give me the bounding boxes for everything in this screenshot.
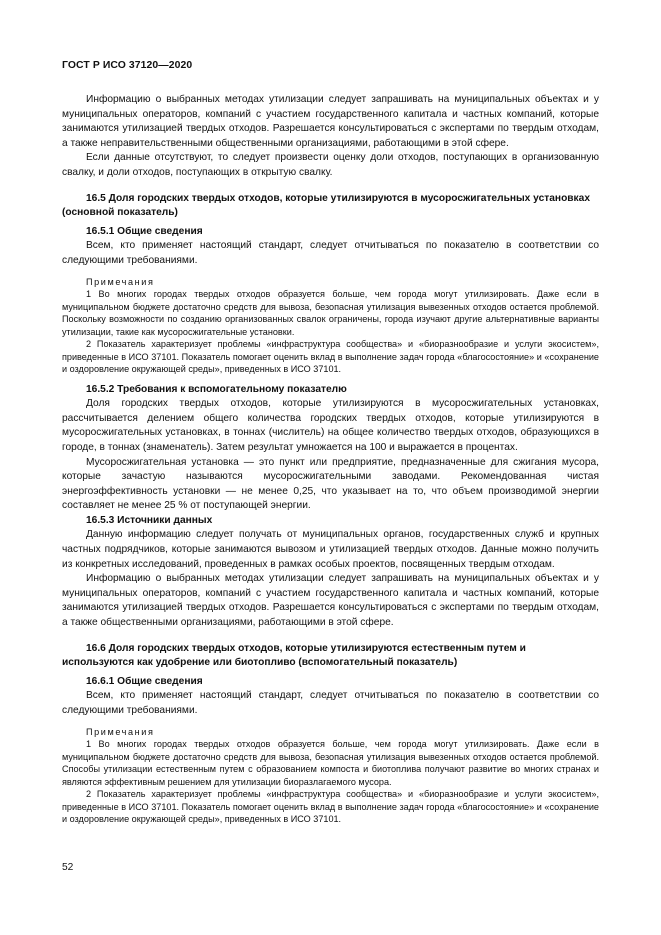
paragraph: Мусоросжигательная установка — это пункт или предприятие, предназначенные для сжигания мусора, которые зачастую называются мусоросжигательными заводами. Рекомендованная чистая энергоэффективность установки — не менее 0,25, что указывает на то, что объем производимой энергии составляет не менее 25 % от поступающей энергии. <box>62 456 599 512</box>
paragraph: Всем, кто применяет настоящий стандарт, следует отчитываться по показателю в соответствии со следующими требованиями. <box>62 690 599 716</box>
notes-heading: Примечания <box>86 276 155 287</box>
spacer <box>62 269 599 276</box>
document-header: ГОСТ Р ИСО 37120—2020 <box>62 60 193 71</box>
subsection-heading: 16.5.1 Общие сведения <box>86 225 203 237</box>
page-number: 52 <box>62 862 74 873</box>
spacer <box>62 719 599 726</box>
paragraph: Доля городских твердых отходов, которые утилизируются в мусоросжигательных установках, рассчитывается делением общего количества городских твердых отходов, которые утилизируются в мусоросжигательных установках, в тоннах (числитель) на общее количество твердых отходов, образующихся в городе, в тоннах (знаменатель). Затем результат умножается на 100 и выражается в процентах. <box>62 398 599 453</box>
paragraph: Данную информацию следует получать от муниципальных органов, государственных служб и крупных частных подрядчиков, которые занимаются вывозом и утилизацией твердых отходов. Данные можно получить из конкретных исследований, проведенных в рамках особых проектов, посвященных твердым отходам. <box>62 529 599 570</box>
spacer <box>62 631 599 642</box>
section-heading: 16.6 Доля городских твердых отходов, которые утилизируются естественным путем и используются как удобрение или биотопливо (вспомогательный показатель) <box>62 642 526 669</box>
subsection-heading: 16.5.3 Источники данных <box>86 514 213 526</box>
subsection-heading: 16.6.1 Общие сведения <box>86 675 203 687</box>
note-text: 1 Во многих городах твердых отходов образуется больше, чем города могут утилизировать. Даже если в муниципальном бюджете достаточно средств для вывоза, безопасная утилизация вывезенных отходов остается проблемой. Поскольку возможности по созданию организованных свалок ограничены, города изучают другие альтернативные варианты утилизации, такие как мусоросжигательные установки. <box>62 289 599 337</box>
subsection-heading: 16.5.2 Требования к вспомогательному показателю <box>86 383 347 395</box>
section-heading: 16.5 Доля городских твердых отходов, которые утилизируются в мусоросжигательных установках (основной показатель) <box>62 192 590 219</box>
paragraph: Всем, кто применяет настоящий стандарт, следует отчитываться по показателю в соответствии со следующими требованиями. <box>62 240 599 266</box>
note-text: 1 Во многих городах твердых отходов образуется больше, чем города могут утилизировать. Даже если в муниципальном бюджете достаточно средств для вывоза, безопасная утилизация вывезенных отходов остается проблемой. Способы утилизации естественным путем с образованием компоста и биотоплива получают развитие во многих странах и являются эффективным решением для утилизации биоразлагаемого мусора. <box>62 739 599 787</box>
note-text: 2 Показатель характеризует проблемы «инфраструктура сообщества» и «биоразнообразие и услуги экосистем», приведенные в ИСО 37101. Показатель помогает оценить вклад в выполнение задач города «благосостояние» и «сохранение и оздоровление окружающей среды», приведенных в ИСО 37101. <box>62 789 599 825</box>
notes-heading: Примечания <box>86 726 155 737</box>
paragraph: Информацию о выбранных методах утилизации следует запрашивать на муниципальных объектах и у муниципальных операторов, компаний с участием государственного капитала и частных компаний, которые занимаются утилизацией твердых отходов. Разрешается консультироваться с экспертами по твердым отходам, а также общественными организациями, работающими в этой сфере. <box>62 573 599 629</box>
spacer <box>62 376 599 383</box>
paragraph: Если данные отсутствуют, то следует произвести оценку доли отходов, поступающих в организованную свалку, и доли отходов, поступающих в открытую свалку. <box>62 152 599 178</box>
paragraph: Информацию о выбранных методах утилизации следует запрашивать на муниципальных объектах и у муниципальных операторов, компаний с участием государственного капитала и частных компаний, которые занимаются утилизацией твердых отходов. Разрешается консультироваться с экспертами по твердым отходам, а также неправительственными общественными организациями, работающими в этой сфере. <box>62 94 599 149</box>
note-text: 2 Показатель характеризует проблемы «инфраструктура сообщества» и «биоразнообразие и услуги экосистем», приведенные в ИСО 37101. Показатель помогает оценить вклад в выполнение задач города «благосостояние» и «сохранение и оздоровление окружающей среды», приведенных в ИСО 37101. <box>62 339 599 375</box>
spacer <box>62 181 599 192</box>
document-body <box>62 93 599 826</box>
